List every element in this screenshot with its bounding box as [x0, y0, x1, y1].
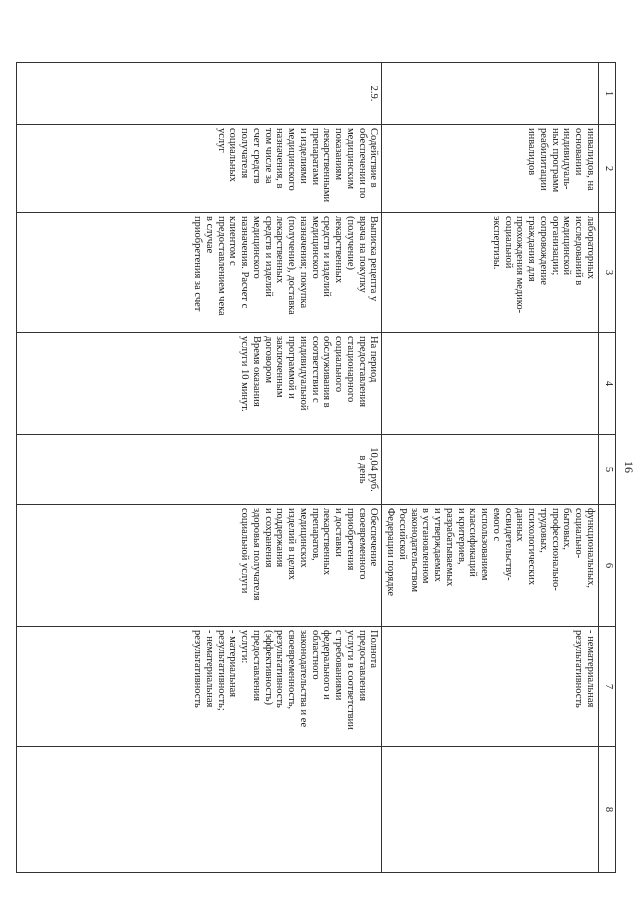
column-header-2: 2	[599, 125, 616, 213]
service-cost: 10,04 руб. в день	[17, 435, 382, 505]
service-term: На период предоставления стационарного социального обслуживания в соответствии с индивидуальной программой и заключенным договором Время оказания услуги 10 минут.	[17, 333, 382, 435]
page-number: 16	[622, 461, 636, 473]
row-number: 2.9.	[17, 63, 382, 125]
column-header-8: 8	[599, 747, 616, 873]
column-header-3: 3	[599, 213, 616, 333]
column-number-row	[599, 63, 616, 873]
column-header-5: 5	[599, 435, 616, 505]
row-number	[382, 63, 599, 125]
quality-indicators: Обеспечение своевременного приобретения и доставки лекарственных препаратов, медицинских изделий в целях поддержания и сохранения здоровья получателя социальной услуги	[17, 505, 382, 627]
column-header-6: 6	[599, 505, 616, 627]
extra-info	[17, 747, 382, 873]
column-header-4: 4	[599, 333, 616, 435]
evaluation-conditions: Полнота предоставления услуги в соответствии с требованиями федерального и областного законодательства и ее своевременность, результативность (эффективность) предоставления услуги: - материальная результативность; - нематериальная результативность	[17, 627, 382, 747]
service-name: Содействие в обеспечении по медицинским показаниям лекарственными препаратами и изделиями медицинского назначения, в том числе за счет средств получателя социальных услуг	[17, 125, 382, 213]
table-row	[382, 63, 599, 873]
service-description: Выписка рецепта у врача на покупку (получение) лекарственных средств и изделий медицинского назначения; покупка (получение), доставка лекарственных средств и изделий медицинского назначения. Расчет с клиентом с предоставлением чека в случае приобретения за счет	[17, 213, 382, 333]
evaluation-conditions: - нематериальная результативность	[382, 627, 599, 747]
service-term	[382, 333, 599, 435]
quality-indicators: функциональных, социально- бытовых, профессионально- трудовых, психологических данных освидетельству- емого с использованием классификаций и критериев, разрабатываемых и утверждаемых в установленном законодательством Российской Федерации порядке	[382, 505, 599, 627]
service-name: инвалидов, на основании индивидуаль- ных программ реабилитации инвалидов	[382, 125, 599, 213]
service-cost	[382, 435, 599, 505]
table-row	[17, 63, 382, 873]
column-header-1: 1	[599, 63, 616, 125]
column-header-7: 7	[599, 627, 616, 747]
extra-info	[382, 747, 599, 873]
services-table	[17, 62, 617, 873]
service-description: лабораторных исследований в медицинской организации; сопровождение граждания для прохождения медико- социальной экспертизы.	[382, 213, 599, 333]
